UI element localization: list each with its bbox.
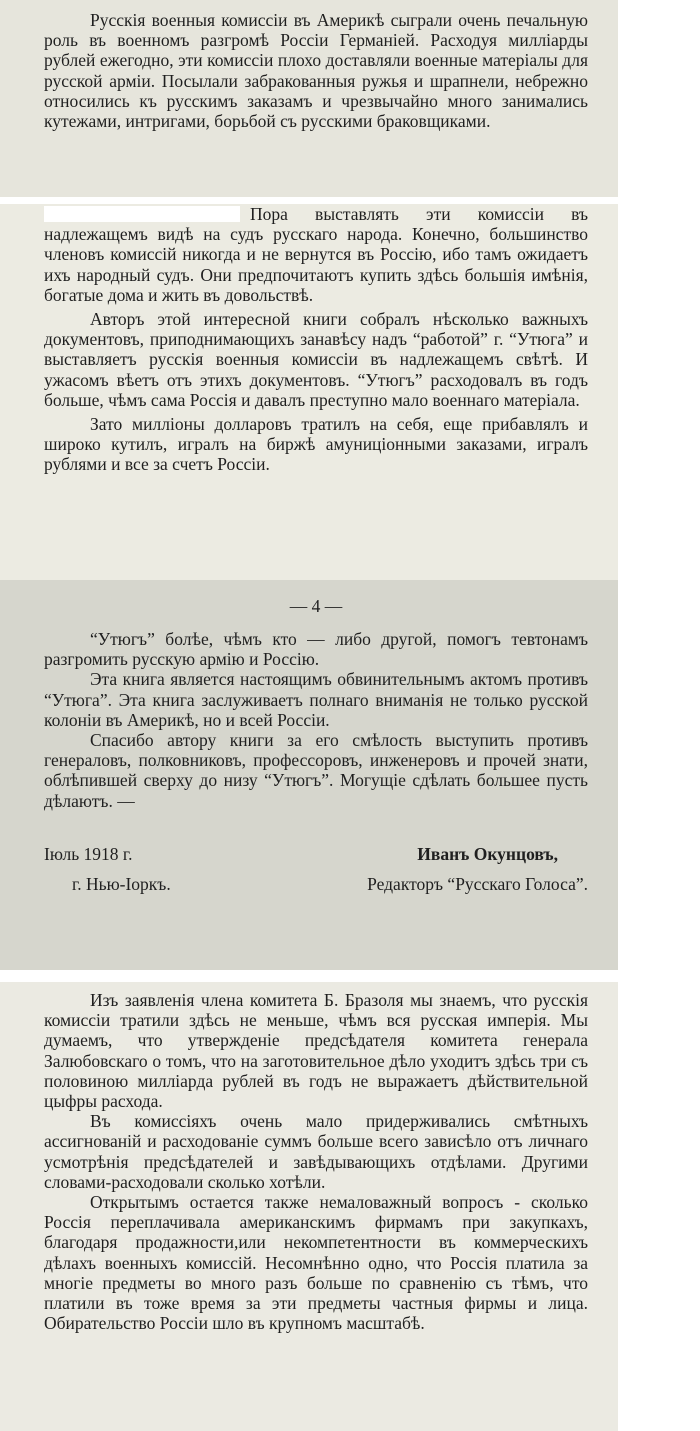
signature-row [44,839,588,869]
page-number: — 4 — [289,596,343,616]
paragraph: “Утюгъ” болѣе, чѣмъ кто — либо другой, помогъ тевтонамъ разгромить русскую армію и Россію. [44,629,588,670]
signature-name: Иванъ Окунцовъ, [417,843,558,864]
paragraph: Эта книга является настоящимъ обвинительнымъ актомъ противъ “Утюга”. Эта книга заслуживаетъ полнаго вниманія не только русской колоніи въ Америкѣ, но и всей Россіи. [44,669,588,730]
paragraph-text: Пора выставлять эти комиссіи въ надлежащемъ видѣ на судъ русскаго народа. Конечно, большинство членовъ комиссій никогда и не вернутся въ Россію, ибо тамъ ожидаетъ ихъ народный судъ. Они предпочитаютъ купить здѣсь большія имѣнія, богатые дома и жить въ довольствѣ. [44,204,588,305]
paragraph: Зато милліоны долларовъ тратилъ на себя, еще прибавлялъ и широко кутилъ, игралъ на биржѣ амуниціонными заказами, игралъ рублями и все за счетъ Россіи. [44,414,588,475]
paragraph: Въ комиссіяхъ очень мало придерживались смѣтныхъ ассигнованій и расходованіе суммъ больше всего зависѣло отъ личнаго усмотрѣнія предсѣдателей и завѣдывающихъ отдѣлами. Другими словами-расходовали сколько хотѣли. [44,1111,588,1192]
paragraph: Открытымъ остается также немаловажный вопросъ - сколько Россія переплачивала американскимъ фирмамъ при закупкахъ, благодаря продажности,или некомпетентности въ коммерческихъ дѣлахъ военныхъ комиссій. Несомнѣнно одно, что Россія платила за многіе предметы во много разъ больше по сравненію съ тѣмъ, что платили въ тоже время за эти предметы частныя фирмы и лица. Обирательство Россіи шло въ крупномъ масштабѣ. [44,1192,588,1334]
redaction-block [44,206,240,222]
date-line: Іюль 1918 г. [44,843,133,864]
scan-fragment-2 [0,204,618,580]
paragraph [44,204,588,305]
paragraph: Авторъ этой интересной книги собралъ нѣсколько важныхъ документовъ, приподнимающихъ занавѣсу надъ “работой” г. “Утюга” и выставляетъ русскія военныя комиссіи въ надлежащемъ свѣтѣ. И ужасомъ вѣетъ отъ этихъ документовъ. “Утюгъ” расходовалъ въ годъ больше, чѣмъ сама Россія и давалъ преступно мало военнаго матеріала. [44,309,588,410]
scan-fragment-3 [0,580,618,970]
paragraph: Спасибо автору книги за его смѣлость выступить противъ генераловъ, полковниковъ, профессоровъ, инженеровъ и прочей знати, облѣпившей сверху до низу “Утюгъ”. Могущіе сдѣлать большее пусть дѣлаютъ. — [44,730,588,811]
scan-fragment-4 [0,982,618,1431]
signature-title: Редакторъ “Русскаго Голоса”. [367,873,588,894]
scan-fragment-1 [0,0,618,197]
signature-row [44,869,588,899]
paragraph: Русскія военныя комиссіи въ Америкѣ сыграли очень печальную роль въ военномъ разгромѣ Россіи Германіей. Расходуя милліарды рублей ежегодно, эти комиссіи плохо доставляли военные матеріалы для русской арміи. Посылали забракованныя ружья и шрапнели, небрежно относились къ русскимъ заказамъ и чрезвычайно много занимались кутежами, интригами, борьбой съ русскими браковщиками. [44,10,588,132]
paragraph: Изъ заявленія члена комитета Б. Бразоля мы знаемъ, что русскія комиссіи тратили здѣсь не меньше, чѣмъ вся русская имперія. Мы думаемъ, что утвержденіе предсѣдателя комитета генерала Залюбовскаго о томъ, что на заготовительное дѣло уходитъ здѣсь три съ половиною милліарда рублей въ годъ не выражаетъ дѣйствительной цыфры расхода. [44,990,588,1112]
place-line: г. Нью-Іоркъ. [72,873,171,894]
